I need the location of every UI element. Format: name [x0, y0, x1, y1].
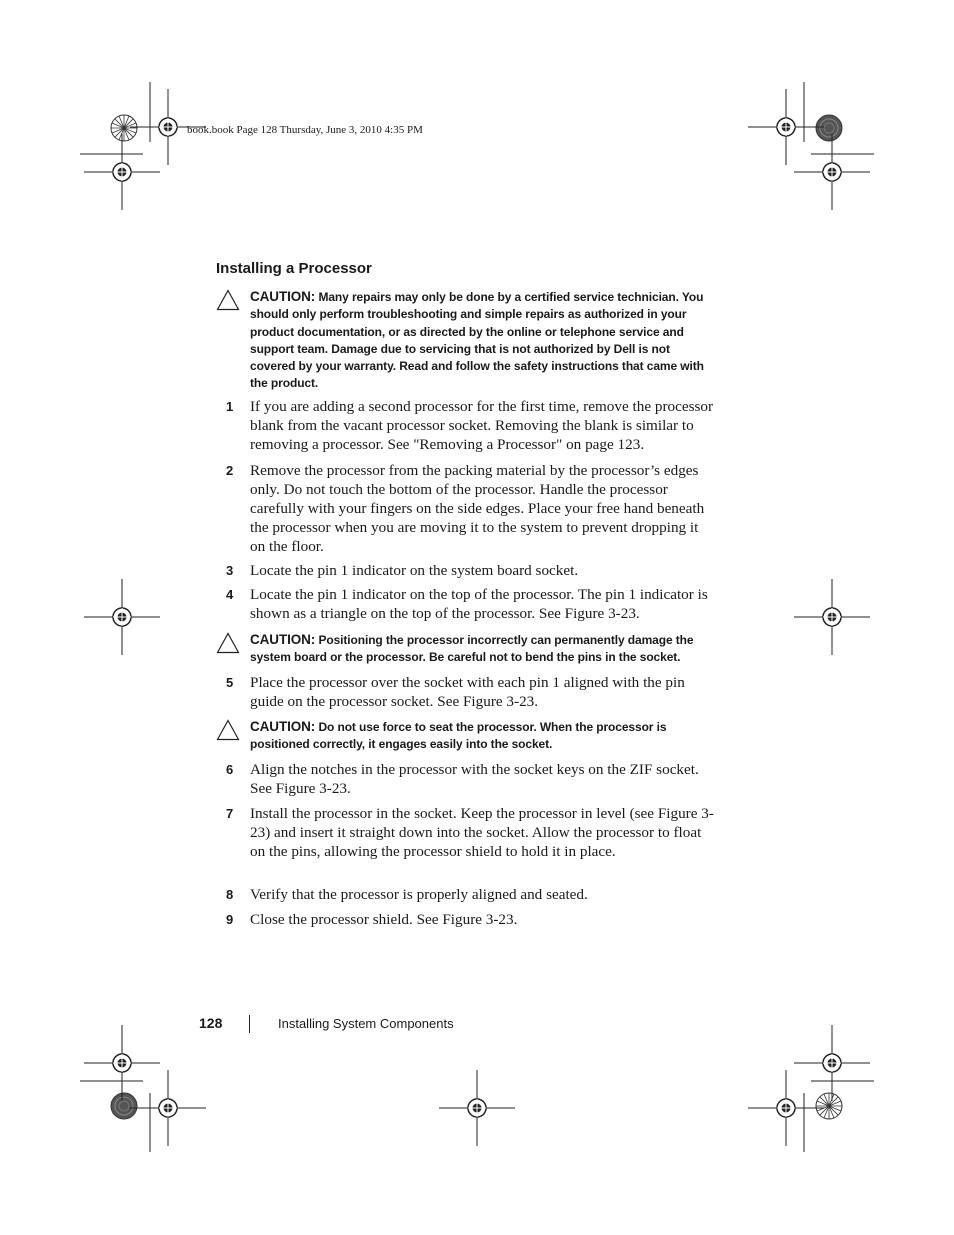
step-text: If you are adding a second processor for the first time, remove the processor blank from the vacant processor socket. Removing the blank is similar to removing a processor. See "Removing a Processor" on page 123. — [250, 398, 714, 453]
step-text: Close the processor shield. See Figure 3-23. — [250, 911, 518, 928]
step-text: Locate the pin 1 indicator on the top of the processor. The pin 1 indicator is shown as a triangle on the top of the processor. See Figure 3-23. — [250, 586, 708, 622]
step-text: Remove the processor from the packing material by the processor’s edges only. Do not touch the bottom of the processor. Handle the processor carefully with your fingers on the side edges. Place your free hand beneath the processor when you are moving it to the system to prevent dropping it on the floor. — [250, 462, 705, 555]
print-header: book.book Page 128 Thursday, June 3, 2010 4:35 PM — [187, 124, 423, 136]
step-number: 6 — [226, 762, 234, 777]
caution-block — [216, 718, 706, 754]
footer-divider — [249, 1015, 250, 1033]
caution-text: Many repairs may only be done by a certified service technician. You should only perform troubleshooting and simple repairs as authorized in your product documentation, or as directed by the online or telephone service and support team. Damage due to servicing that is not authorized by Dell is not covered by your warranty. Read and follow the safety instructions that came with the product. — [250, 290, 704, 391]
step-number: 7 — [226, 806, 234, 821]
caution-block — [216, 288, 706, 393]
step-number: 2 — [226, 463, 234, 478]
step-item — [216, 885, 716, 904]
step-number: 4 — [226, 587, 234, 602]
caution-text: Positioning the processor incorrectly can permanently damage the system board or the processor. Be careful not to bend the pins in the socket. — [250, 633, 694, 665]
step-item — [216, 561, 716, 580]
step-text: Place the processor over the socket with each pin 1 aligned with the pin guide on the processor socket. See Figure 3-23. — [250, 674, 685, 710]
step-number: 8 — [226, 887, 234, 902]
caution-icon — [216, 719, 240, 741]
page-number: 128 — [199, 1015, 223, 1031]
step-text: Align the notches in the processor with the socket keys on the ZIF socket. See Figure 3-23. — [250, 761, 699, 797]
step-text: Locate the pin 1 indicator on the system board socket. — [250, 562, 579, 579]
caution-label: CAUTION: — [250, 289, 316, 304]
section-title: Installing a Processor — [216, 260, 372, 277]
step-item — [216, 804, 716, 861]
chapter-title: Installing System Components — [278, 1016, 454, 1031]
step-text: Verify that the processor is properly aligned and seated. — [250, 886, 588, 903]
step-item — [216, 461, 716, 556]
caution-label: CAUTION: — [250, 719, 316, 734]
step-text: Install the processor in the socket. Keep the processor in level (see Figure 3-23) and insert it straight down into the socket. Allow the processor to float on the pins, allowing the processor shield to hold it in place. — [250, 805, 714, 860]
caution-label: CAUTION: — [250, 632, 316, 647]
caution-icon — [216, 289, 240, 311]
step-item — [216, 760, 716, 798]
step-number: 5 — [226, 675, 234, 690]
step-number: 1 — [226, 399, 234, 414]
step-item — [216, 910, 716, 929]
caution-block — [216, 631, 706, 667]
step-item — [216, 397, 716, 454]
step-item — [216, 673, 716, 711]
step-number: 9 — [226, 912, 234, 927]
step-number: 3 — [226, 563, 234, 578]
step-item — [216, 585, 716, 623]
caution-icon — [216, 632, 240, 654]
caution-text: Do not use force to seat the processor. When the processor is positioned correctly, it engages easily into the socket. — [250, 720, 667, 752]
